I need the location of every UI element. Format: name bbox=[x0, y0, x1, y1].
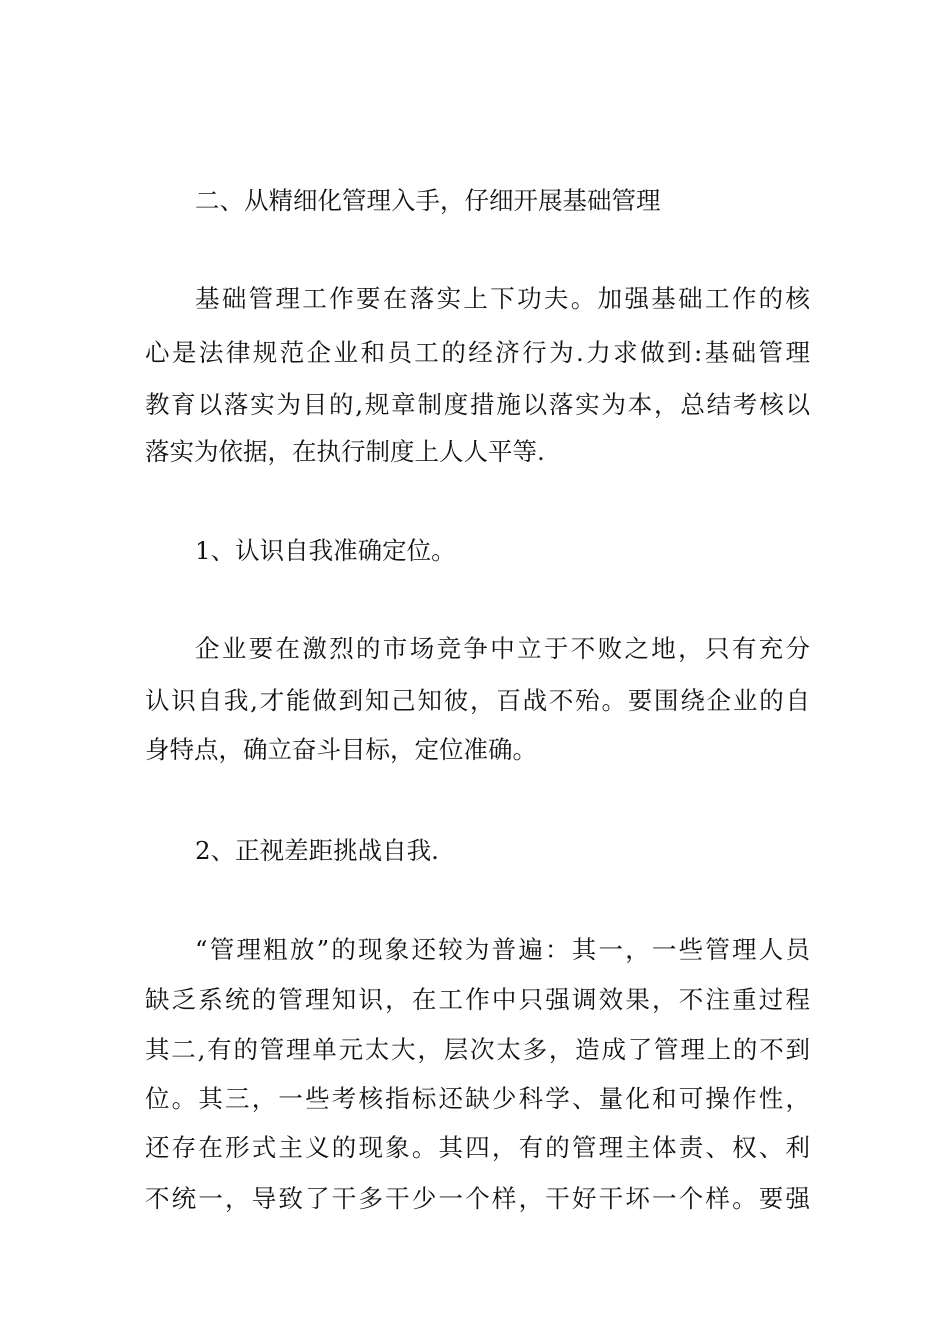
paragraph-3-line-5: 还存在形式主义的现象。其四，有的管理主体责、权、利 bbox=[145, 1133, 810, 1162]
paragraph-3-line-1: “管理粗放”的现象还较为普遍：其一，一些管理人员 bbox=[195, 935, 810, 964]
paragraph-1-line-4: 落实为依据，在执行制度上人人平等. bbox=[145, 437, 545, 466]
item-2-heading: 2、正视差距挑战自我. bbox=[195, 836, 439, 865]
paragraph-1-line-1: 基础管理工作要在落实上下功夫。加强基础工作的核 bbox=[195, 284, 810, 313]
paragraph-3-line-6: 不统一，导致了干多干少一个样，干好干坏一个样。要强 bbox=[145, 1184, 810, 1213]
paragraph-3-line-4: 位。其三，一些考核指标还缺少科学、量化和可操作性， bbox=[145, 1084, 810, 1113]
paragraph-3-line-3: 其二,有的管理单元太大，层次太多，造成了管理上的不到 bbox=[145, 1035, 810, 1064]
item-1-heading: 1、认识自我准确定位。 bbox=[195, 536, 456, 565]
paragraph-1-line-2: 心是法律规范企业和员工的经济行为.力求做到:基础管理 bbox=[145, 338, 810, 367]
section-heading: 二、从精细化管理入手，仔细开展基础管理 bbox=[195, 186, 661, 215]
paragraph-3-line-2: 缺乏系统的管理知识，在工作中只强调效果，不注重过程 bbox=[145, 985, 810, 1014]
paragraph-2-line-2: 认识自我,才能做到知己知彼，百战不殆。要围绕企业的自 bbox=[145, 686, 810, 715]
paragraph-2-line-3: 身特点，确立奋斗目标，定位准确。 bbox=[145, 735, 537, 764]
paragraph-1-line-3: 教育以落实为目的,规章制度措施以落实为本，总结考核以 bbox=[145, 390, 810, 419]
paragraph-2-line-1: 企业要在激烈的市场竞争中立于不败之地，只有充分 bbox=[195, 634, 810, 663]
